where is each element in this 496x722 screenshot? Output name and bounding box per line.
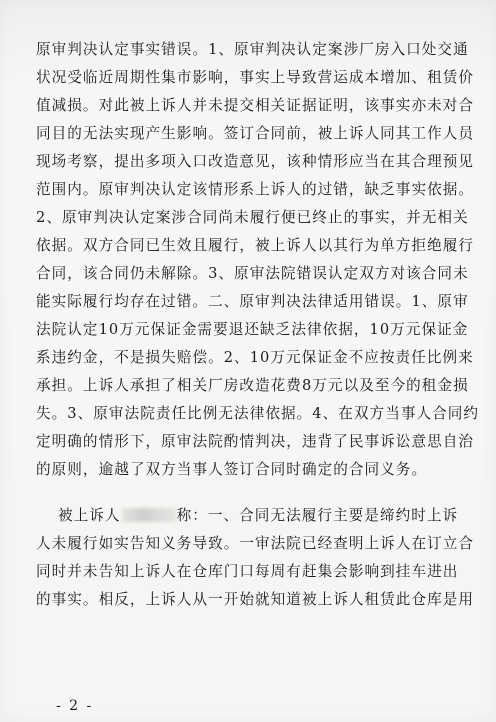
text-line: 法院认定10万元保证金需要退还缺乏法律依据，10万元保证金: [36, 321, 469, 338]
text-line: 定明确的情形下，原审法院酌情判决，违背了民事诉讼意思自治: [36, 433, 475, 450]
text-line: 能实际履行均存在过错。二、原审判决法律适用错误。1、原审: [36, 293, 469, 310]
text-line: 人未履行如实告知义务导致。一审法院已经查明上诉人在订立合: [36, 535, 475, 552]
text-line: 值减损。对此被上诉人并未提交相关证据证明，该事实亦未对合: [36, 97, 475, 114]
page-number: - 2 -: [56, 698, 94, 714]
text-line: 状况受临近周期性集市影响，事实上导致营运成本增加、租赁价: [36, 69, 475, 86]
text-line: 同时并未告知上诉人在仓库门口每周有赶集会影响到挂车进出: [36, 563, 459, 580]
text-fragment: 被上诉人: [58, 507, 121, 524]
text-line: 2、原审判决认定案涉合同尚未履行便已终止的事实，并无相关: [36, 209, 469, 226]
text-line: 同目的无法实现产生影响。签订合同前，被上诉人同其工作人员: [36, 125, 475, 142]
text-line: 失。3、原审法院责任比例无法律依据。4、在双方当事人合同约: [36, 405, 480, 422]
paragraph-first-line: [58, 506, 458, 526]
text-line: 的原则，逾越了双方当事人签订合同时确定的合同义务。: [36, 461, 428, 478]
text-line: 承担。上诉人承担了相关厂房改造花费8万元以及至今的租金损: [36, 377, 469, 394]
text-line: 范围内。原审判决认定该情形系上诉人的过错，缺乏事实依据。: [36, 181, 475, 198]
text-line: 合同，该合同仍未解除。3、原审法院错误认定双方对该合同未: [36, 265, 469, 282]
text-fragment: 称：一、合同无法履行主要是缔约时上诉: [176, 507, 459, 524]
redacted-name-blur: [122, 508, 176, 522]
text-line: 现场考察，提出多项入口改造意见，该种情形应当在其合理预见: [36, 153, 475, 170]
text-line: 依据。双方合同已生效且履行，被上诉人以其行为单方拒绝履行: [36, 237, 475, 254]
text-line: 原审判决认定事实错误。1、原审判决认定案涉厂房入口处交通: [36, 41, 469, 58]
text-line: 系违约金，不是损失赔偿。2、10万元保证金不应按责任比例来: [36, 349, 474, 366]
text-line: 的事实。相反，上诉人从一开始就知道被上诉人租赁此仓库是用: [36, 591, 475, 608]
